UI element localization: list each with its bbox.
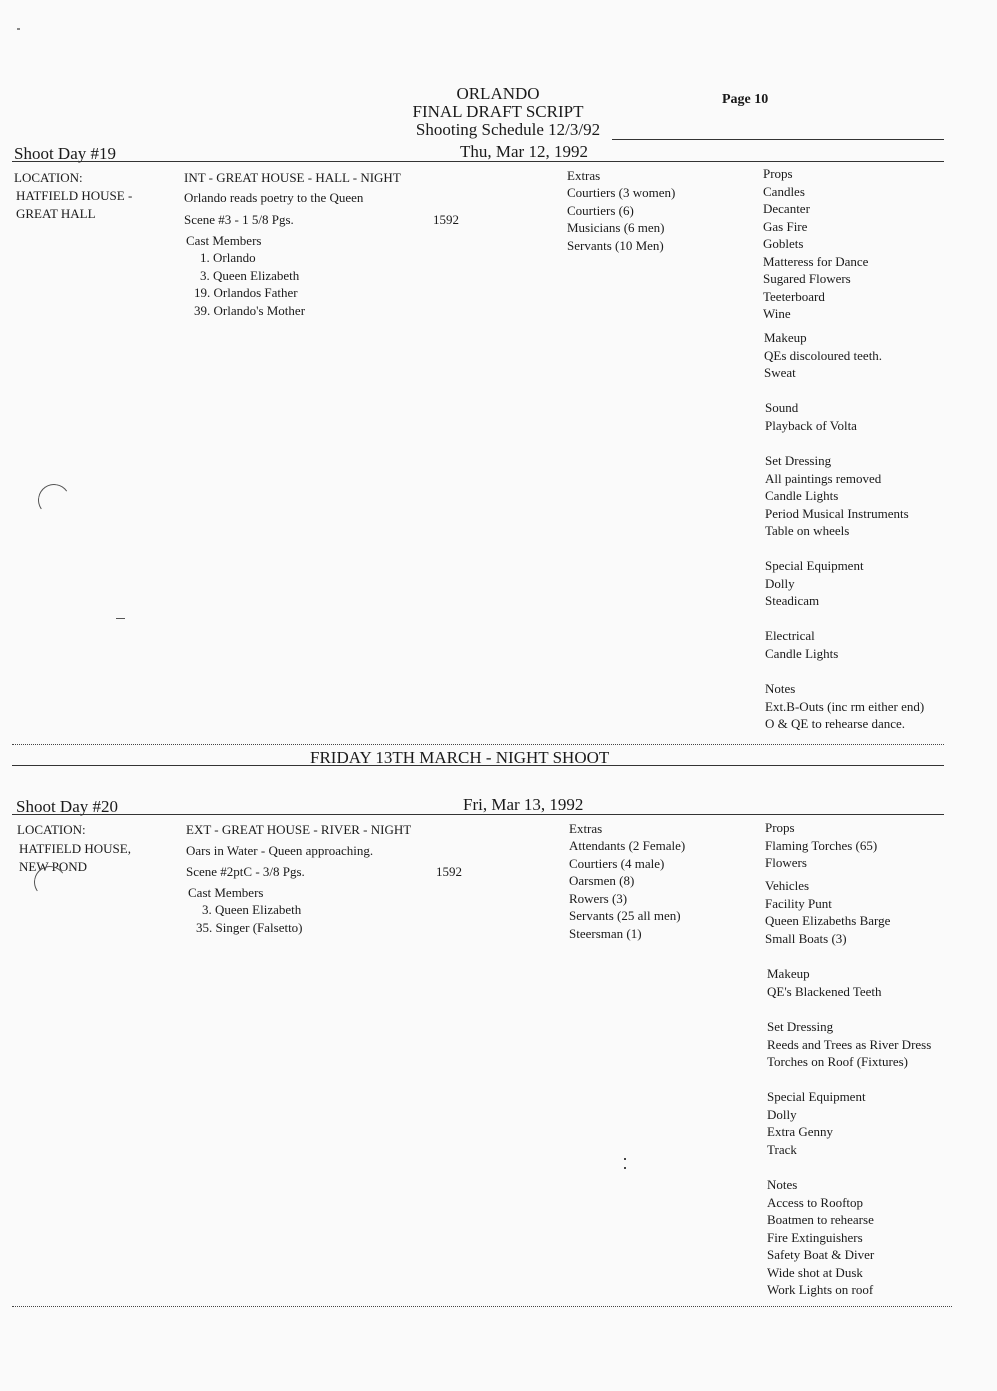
section-heading: Makeup <box>767 966 810 981</box>
scan-speck <box>116 618 125 619</box>
extras-list-19 <box>567 184 675 254</box>
notes-block-20 <box>767 1176 874 1299</box>
notes-item: Safety Boat & Diver <box>767 1247 875 1262</box>
day20-end-rule <box>12 1306 952 1307</box>
scan-speck <box>17 28 20 30</box>
props-block-20 <box>765 819 877 872</box>
set-dressing-item: Reeds and Trees as River Dress <box>767 1036 932 1052</box>
props-item: Teeterboard <box>763 288 825 304</box>
equipment-item: Extra Genny <box>767 1124 834 1139</box>
special-equipment-block-19 <box>765 557 864 610</box>
notes-item: Wide shot at Dusk <box>767 1264 863 1280</box>
section-heading: Electrical <box>765 628 815 643</box>
cast-member: 3. Queen Elizabeth <box>200 267 300 283</box>
location-19 <box>16 187 132 222</box>
vehicles-item: Queen Elizabeths Barge <box>765 913 891 928</box>
extras-item: Rowers (3) <box>569 890 628 906</box>
equipment-item: Steadicam <box>765 593 820 608</box>
scene-info-19: Scene #3 - 1 5/8 Pgs. <box>184 212 294 227</box>
schedule-title: Shooting Schedule 12/3/92 <box>415 120 601 139</box>
makeup-item: QEs discoloured teeth. <box>764 347 883 363</box>
location-line: NEW POND <box>19 858 88 874</box>
electrical-block-19 <box>765 627 838 662</box>
scene-description-19: Orlando reads poetry to the Queen <box>184 190 364 205</box>
vehicles-item: Small Boats (3) <box>765 930 847 946</box>
section-heading: Props <box>763 166 793 181</box>
extras-item: Musicians (6 men) <box>567 220 665 235</box>
shoot-date-20: Fri, Mar 13, 1992 <box>463 795 584 814</box>
section-heading: Special Equipment <box>767 1089 866 1104</box>
set-dressing-block-20 <box>767 1018 931 1071</box>
special-equipment-block-20 <box>767 1088 866 1158</box>
props-block-19 <box>763 165 868 323</box>
set-dressing-item: Period Musical Instruments <box>765 505 909 521</box>
extras-item: Courtiers (4 male) <box>569 855 665 871</box>
night-shoot-banner: FRIDAY 13TH MARCH - NIGHT SHOOT <box>310 748 610 767</box>
location-line: HATFIELD HOUSE, <box>19 841 131 856</box>
notes-item: Ext.B-Outs (inc rm either end) <box>765 698 925 714</box>
set-dressing-item: Candle Lights <box>765 488 839 503</box>
equipment-item: Track <box>767 1141 797 1157</box>
cast-member: 39. Orlando's Mother <box>194 302 306 318</box>
notes-item: Access to Rooftop <box>767 1194 864 1210</box>
extras-label-20: Extras <box>569 821 603 836</box>
extras-item: Oarsmen (8) <box>569 873 635 888</box>
notes-item: Boatmen to rehearse <box>767 1212 874 1227</box>
extras-item: Servants (10 Men) <box>567 237 664 253</box>
period-year-19: 1592 <box>433 212 459 227</box>
cast-member: 1. Orlando <box>200 250 256 265</box>
makeup-block-20 <box>767 965 882 1000</box>
makeup-item: QE's Blackened Teeth <box>767 983 882 999</box>
document-title: ORLANDO <box>456 84 540 103</box>
scene-description-20: Oars in Water - Queen approaching. <box>186 843 374 858</box>
location-20 <box>19 840 131 875</box>
sound-item: Playback of Volta <box>765 417 857 433</box>
extras-list-20 <box>569 837 685 942</box>
notes-item: O & QE to rehearse dance. <box>765 716 906 731</box>
extras-item: Courtiers (3 women) <box>567 185 676 200</box>
extras-item: Steersman (1) <box>569 925 642 941</box>
equipment-item: Dolly <box>767 1106 797 1122</box>
shoot-date-19: Thu, Mar 12, 1992 <box>460 142 588 161</box>
banner-rule <box>12 765 944 766</box>
equipment-item: Dolly <box>765 575 795 591</box>
header-rule <box>612 139 944 140</box>
day20-rule <box>12 814 944 815</box>
section-heading: Special Equipment <box>765 558 864 573</box>
location-line: GREAT HALL <box>16 205 96 221</box>
page-number: Page 10 <box>722 92 769 107</box>
props-item: Candles <box>763 183 805 199</box>
notes-item: Fire Extinguishers <box>767 1229 863 1245</box>
section-heading: Notes <box>765 681 796 696</box>
section-heading: Set Dressing <box>765 453 832 468</box>
vehicles-block-20 <box>765 877 890 947</box>
cast-member: 19. Orlandos Father <box>194 285 298 300</box>
cast-label-20: Cast Members <box>188 885 264 900</box>
makeup-item: Sweat <box>764 365 796 380</box>
set-dressing-block-19 <box>765 452 909 540</box>
extras-item: Courtiers (6) <box>567 202 634 218</box>
props-item: Matteress for Dance <box>763 253 869 269</box>
punch-hole-mark <box>35 481 72 518</box>
makeup-block-19 <box>764 329 882 382</box>
set-dressing-item: All paintings removed <box>765 470 882 486</box>
props-item: Decanter <box>763 201 810 216</box>
notes-block-19 <box>765 680 924 733</box>
section-heading: Vehicles <box>765 878 810 893</box>
sound-block-19 <box>765 399 857 434</box>
props-item: Gas Fire <box>763 218 808 234</box>
extras-item: Attendants (2 Female) <box>569 838 686 853</box>
props-item: Flowers <box>765 855 807 870</box>
extras-item: Servants (25 all men) <box>569 908 681 923</box>
vehicles-item: Facility Punt <box>765 895 832 911</box>
shoot-day-19: Shoot Day #19 <box>14 144 116 163</box>
cast-list-19 <box>194 249 305 319</box>
location-line: HATFIELD HOUSE - <box>16 188 133 203</box>
shoot-day-20: Shoot Day #20 <box>16 797 118 816</box>
electrical-item: Candle Lights <box>765 645 839 661</box>
location-label-19: LOCATION: <box>14 170 83 185</box>
section-heading: Set Dressing <box>767 1019 834 1034</box>
scene-heading-20: EXT - GREAT HOUSE - RIVER - NIGHT <box>186 822 412 837</box>
cast-label-19: Cast Members <box>186 233 262 248</box>
scene-heading-19: INT - GREAT HOUSE - HALL - NIGHT <box>184 170 401 185</box>
set-dressing-item: Torches on Roof (Fixtures) <box>767 1054 908 1069</box>
location-label-20: LOCATION: <box>17 822 86 837</box>
set-dressing-item: Table on wheels <box>765 523 850 538</box>
scene-info-20: Scene #2ptC - 3/8 Pgs. <box>186 864 305 879</box>
scan-speck <box>624 1158 626 1160</box>
section-heading: Sound <box>765 400 799 415</box>
cast-member: 35. Singer (Falsetto) <box>196 919 303 935</box>
cast-member: 3. Queen Elizabeth <box>202 902 302 917</box>
extras-label-19: Extras <box>567 168 601 183</box>
period-year-20: 1592 <box>436 864 462 879</box>
section-heading: Notes <box>767 1177 798 1192</box>
props-item: Goblets <box>763 236 804 251</box>
day19-end-rule <box>12 744 944 745</box>
props-item: Sugared Flowers <box>763 271 851 286</box>
day19-rule <box>12 161 944 162</box>
document-subtitle: FINAL DRAFT SCRIPT <box>412 102 584 121</box>
props-item: Wine <box>763 306 791 321</box>
notes-item: Work Lights on roof <box>767 1282 874 1297</box>
props-item: Flaming Torches (65) <box>765 837 878 853</box>
scan-speck <box>624 1167 626 1169</box>
section-heading: Props <box>765 820 795 835</box>
cast-list-20 <box>196 901 303 936</box>
section-heading: Makeup <box>764 330 807 345</box>
